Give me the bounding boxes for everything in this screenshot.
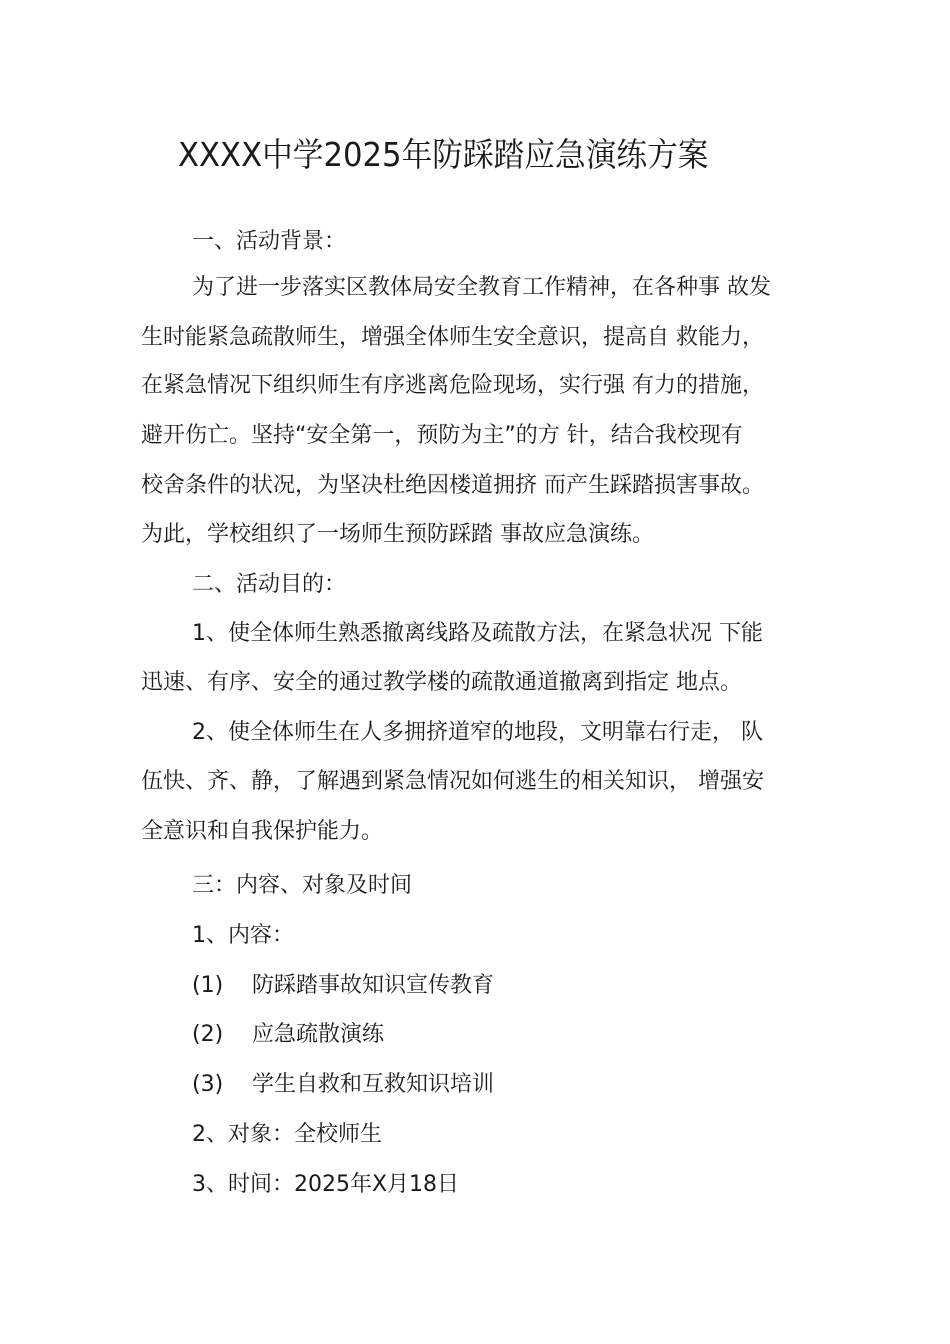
paragraph-line: 伍快、齐、静，了解遇到紧急情况如何逃生的相关知识， 增强安 (141, 769, 764, 794)
paragraph-line: 校舍条件的状况，为坚决杜绝因楼道拥挤 而产生踩踏损害事故。 (141, 473, 764, 498)
list-marker: (3) (192, 1072, 224, 1097)
paragraph-line: 为此，学校组织了一场师生预防踩踏 事故应急演练。 (141, 522, 654, 547)
document-title: XXXX中学2025年防踩踏应急演练方案 (178, 135, 709, 174)
paragraph-line: 2、使全体师生在人多拥挤道窄的地段，文明靠右行走， 队 (192, 720, 763, 745)
list-item-text: 应急疏散演练 (252, 1022, 385, 1047)
paragraph-line: 避开伤亡。坚持“安全第一，预防为主”的方 针，结合我校现有 (141, 423, 743, 448)
list-item (192, 971, 494, 1001)
paragraph-line: 迅速、有序、安全的通过教学楼的疏散通道撤离到指定 地点。 (141, 670, 742, 695)
section-heading-background: 一、活动背景： (192, 229, 347, 254)
paragraph-line: 1、使全体师生熟悉撤离线路及疏散方法，在紧急状况 下能 (192, 621, 763, 646)
paragraph-line: 在紧急情况下组织师生有序逃离危险现场，实行强 有力的措施， (141, 373, 764, 398)
section-heading-content: 三：内容、对象及时间 (192, 873, 413, 898)
section-heading-purpose: 二、活动目的： (192, 572, 347, 597)
list-marker: (1) (192, 973, 224, 998)
list-item (192, 1070, 494, 1100)
list-item-text: 防踩踏事故知识宣传教育 (252, 973, 495, 998)
paragraph-line: 生时能紧急疏散师生，增强全体师生安全意识，提高自 救能力， (141, 325, 764, 350)
list-item (192, 1020, 384, 1050)
list-item-text: 学生自救和互救知识培训 (252, 1072, 495, 1097)
paragraph-line: 全意识和自我保护能力。 (141, 819, 384, 844)
content-label: 1、内容： (192, 923, 294, 948)
list-marker: (2) (192, 1022, 224, 1047)
paragraph-line: 为了进一步落实区教体局安全教育工作精神，在各种事 故发 (192, 275, 771, 300)
time-line: 3、时间：2025年X月18日 (192, 1172, 460, 1197)
target-line: 2、对象：全校师生 (192, 1122, 382, 1147)
